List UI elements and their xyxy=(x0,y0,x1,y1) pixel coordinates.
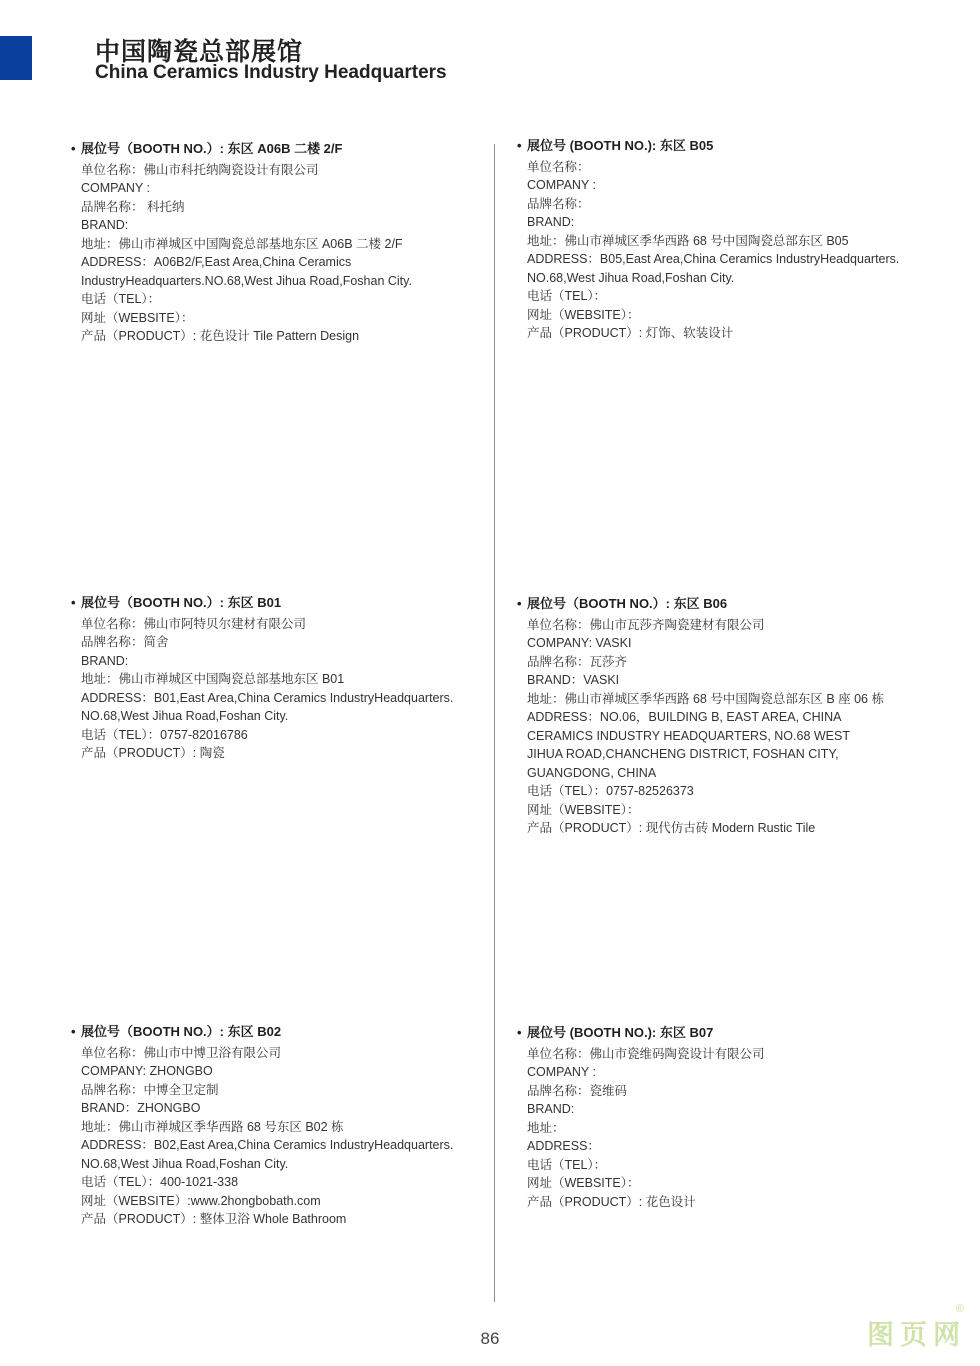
company-name-en: COMPANY : xyxy=(527,1065,596,1079)
telephone: 电话（TEL）： xyxy=(81,292,161,306)
address-en: ADDRESS：NO.06，BUILDING B, EAST AREA, CHINA CERAMICS INDUSTRY HEADQUARTERS, NO.68 WEST JIHUA ROAD,CHANCHENG DISTRICT, FOSHAN CITY, GUANGDONG, CHINA xyxy=(527,710,850,780)
company-name-zh: 单位名称：佛山市科托纳陶瓷设计有限公司 xyxy=(81,162,319,177)
address-zh: 地址：佛山市禅城区中国陶瓷总部基地东区 A06B 二楼 2/F xyxy=(81,236,403,251)
address-en: ADDRESS：B05,East Area,China Ceramics IndustryHeadquarters. NO.68,West Jihua Road,Foshan City. xyxy=(527,252,900,285)
brand-name-zh: 品牌名称：瓦莎齐 xyxy=(527,654,628,669)
bullet-icon: • xyxy=(71,1024,76,1039)
website: 网址（WEBSITE）： xyxy=(527,307,640,322)
brand-name-zh: 品牌名称： xyxy=(527,196,590,211)
telephone: 电话（TEL）：0757-82526373 xyxy=(527,784,694,798)
company-name-zh: 单位名称：佛山市瓦莎齐陶瓷建材有限公司 xyxy=(527,617,765,632)
address-en: ADDRESS：B01,East Area,China Ceramics IndustryHeadquarters. NO.68,West Jihua Road,Foshan City. xyxy=(81,690,454,723)
address-en: ADDRESS：A06B2/F,East Area,China Ceramics IndustryHeadquarters.NO.68,West Jihua Road,Foshan City. xyxy=(81,255,412,288)
company-name-en: COMPANY : xyxy=(81,181,150,195)
company-name-zh: 单位名称：佛山市中博卫浴有限公司 xyxy=(81,1045,282,1060)
telephone: 电话（TEL）： xyxy=(527,289,607,303)
exhibitor-entry-b05 xyxy=(517,137,912,343)
telephone: 电话（TEL）：400-1021-338 xyxy=(81,1175,239,1189)
bullet-icon: • xyxy=(71,595,76,610)
booth-number: 展位号（BOOTH NO.）: 东区 B02 xyxy=(81,1024,282,1039)
address-en: ADDRESS： xyxy=(527,1139,600,1153)
product: 产品（PRODUCT）: 整体卫浴 Whole Bathroom xyxy=(81,1212,347,1226)
website: 网址（WEBSITE）： xyxy=(81,310,194,325)
company-name-en: COMPANY: VASKI xyxy=(527,636,632,650)
brand-name-en: BRAND: xyxy=(81,653,129,668)
company-name-en: COMPANY : xyxy=(527,178,596,192)
telephone: 电话（TEL）： xyxy=(527,1157,607,1172)
company-name-zh: 单位名称：佛山市瓷维码陶瓷设计有限公司 xyxy=(527,1046,765,1061)
bullet-icon: • xyxy=(71,141,76,156)
column-divider xyxy=(494,144,495,1302)
bullet-icon: • xyxy=(517,596,522,611)
brand-name-zh: 品牌名称：简舍 xyxy=(81,635,169,649)
company-name-en: COMPANY: ZHONGBO xyxy=(81,1064,213,1078)
address-zh: 地址：佛山市禅城区中国陶瓷总部基地东区 B01 xyxy=(81,672,345,686)
product: 产品（PRODUCT）: 现代仿古砖 Modern Rustic Tile xyxy=(527,821,816,835)
exhibitor-entry-b06 xyxy=(517,595,897,838)
brand-name-zh: 品牌名称：瓷维码 xyxy=(527,1083,628,1098)
exhibitor-entry-b02 xyxy=(71,1023,481,1229)
address-zh: 地址：佛山市禅城区季华西路 68 号东区 B02 栋 xyxy=(81,1119,344,1134)
corner-accent-bar xyxy=(0,36,32,80)
booth-number: 展位号 (BOOTH NO.): 东区 B07 xyxy=(527,1025,714,1040)
page-title-en: China Ceramics Industry Headquarters xyxy=(95,62,447,83)
exhibitor-entry-b07 xyxy=(517,1024,927,1211)
product: 产品（PRODUCT）: 陶瓷 xyxy=(81,746,225,760)
product: 产品（PRODUCT）: 灯饰、软装设计 xyxy=(527,326,734,340)
brand-name-en: BRAND: xyxy=(527,215,575,229)
website: 网址（WEBSITE）： xyxy=(527,1176,640,1190)
company-name-zh: 单位名称： xyxy=(527,159,590,174)
address-en: ADDRESS：B02,East Area,China Ceramics IndustryHeadquarters. NO.68,West Jihua Road,Foshan City. xyxy=(81,1138,454,1171)
page-number: 86 xyxy=(480,1329,500,1348)
website: 网址（WEBSITE）： xyxy=(527,802,640,817)
address-zh: 地址：佛山市禅城区季华西路 68 号中国陶瓷总部东区 B05 xyxy=(527,233,849,248)
bullet-icon: • xyxy=(517,138,522,153)
address-zh: 地址： xyxy=(527,1120,565,1135)
address-zh: 地址：佛山市禅城区季华西路 68 号中国陶瓷总部东区 B 座 06 栋 xyxy=(527,691,884,706)
page-title-zh: 中国陶瓷总部展馆 xyxy=(95,38,304,66)
bullet-icon: • xyxy=(517,1025,522,1040)
booth-number: 展位号（BOOTH NO.）: 东区 A06B 二楼 2/F xyxy=(81,141,343,156)
booth-number: 展位号 (BOOTH NO.): 东区 B05 xyxy=(527,138,714,153)
brand-name-en: BRAND：VASKI xyxy=(527,673,620,687)
brand-name-en: BRAND: xyxy=(81,218,129,232)
product: 产品（PRODUCT）: 花色设计 Tile Pattern Design xyxy=(81,329,360,343)
exhibitor-entry-a06b xyxy=(71,140,481,346)
brand-name-en: BRAND：ZHONGBO xyxy=(81,1101,201,1115)
booth-number: 展位号（BOOTH NO.）: 东区 B06 xyxy=(527,596,728,611)
brand-name-en: BRAND: xyxy=(527,1102,575,1116)
product: 产品（PRODUCT）: 花色设计 xyxy=(527,1194,696,1209)
exhibitor-entry-b01 xyxy=(71,594,481,763)
website: 网址（WEBSITE）:www.2hongbobath.com xyxy=(81,1193,321,1208)
watermark-logo: 图 页 网 ® xyxy=(867,1303,964,1350)
telephone: 电话（TEL）：0757-82016786 xyxy=(81,727,248,742)
booth-number: 展位号（BOOTH NO.）: 东区 B01 xyxy=(81,595,282,610)
brand-name-zh: 品牌名称： 科托纳 xyxy=(81,199,185,214)
company-name-zh: 单位名称：佛山市阿特贝尔建材有限公司 xyxy=(81,616,307,631)
brand-name-zh: 品牌名称：中博全卫定制 xyxy=(81,1082,219,1097)
